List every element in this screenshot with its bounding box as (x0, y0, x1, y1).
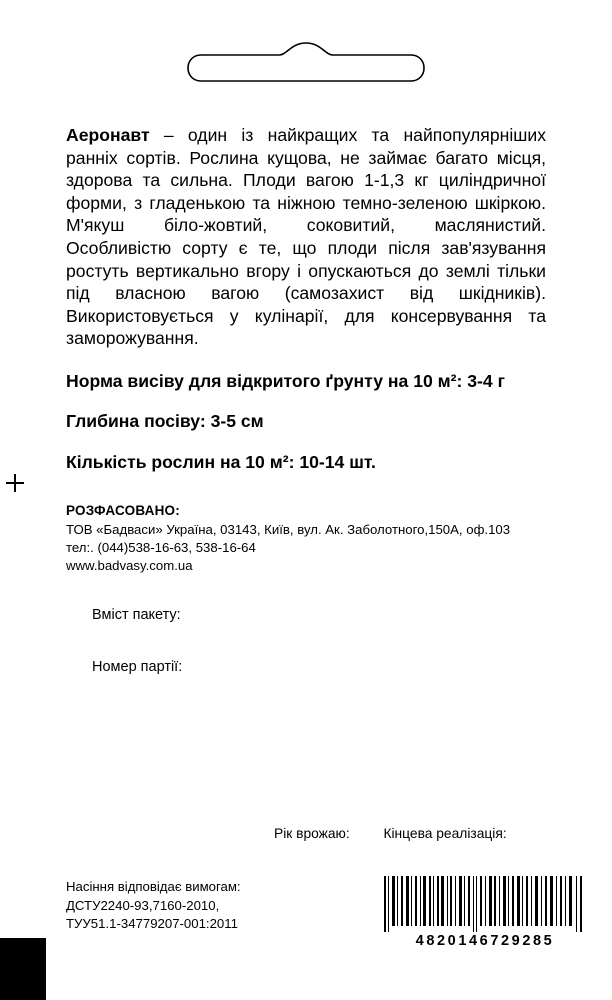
standards-line-2: ДСТУ2240-93,7160-2010, (66, 897, 220, 913)
field-packet-contents: Вміст пакету: (92, 606, 181, 623)
barcode-digits: 4820146729285 (415, 933, 555, 949)
standards-block (66, 878, 241, 934)
field-harvest-year: Рік врожаю: (274, 826, 350, 841)
packet-content (66, 124, 546, 711)
barcode-bars (382, 876, 588, 932)
field-final-sale: Кінцева реалізація: (383, 826, 507, 841)
barcode (382, 876, 588, 949)
spec-sowing-depth: Глибина посіву: 3-5 см (66, 411, 264, 432)
packer-block (66, 503, 546, 574)
hanger-hole-shape (187, 42, 425, 82)
standards-line-3: ТУУ51.1-34779207-001:2011 (66, 916, 238, 932)
standards-line-1: Насіння відповідає вимогам: (66, 879, 241, 894)
fill-in-fields (66, 607, 546, 675)
product-description-text: – один із найкращих та найпопулярніших ранніх сортів. Рослина кущова, не займає багато місця, здорова та сильна. Плоди вагою 1-1,3 кг циліндричної форми, з гладенькою та ніжною темно-зеленою шкіркою. М'якуш біло-жовтий, соковитий, маслянистий. Особливістю сорту є те, що плоди після зав'язування ростуть вертикально вгору і опускаються до землі тільки під власною вагою (самозахист від шкідників). Використовується у кулінарії, для консервування та заморожування. (66, 125, 546, 349)
packer-company: ТОВ «Бадваси» Україна, 03143, Київ, вул. Ак. Заболотного,150А, оф.103 (66, 522, 511, 538)
packer-phone: тел:. (044)538-16-63, 538-16-64 (66, 540, 256, 556)
print-registration-block (0, 938, 46, 1000)
spec-sowing-rate: Норма висіву для відкритого ґрунту на 10 м²: 3-4 г (66, 370, 505, 391)
field-batch-number: Номер партії: (92, 658, 183, 675)
product-description (66, 124, 546, 350)
registration-cross-mark (6, 474, 24, 492)
spec-plant-count: Кількість рослин на 10 м²: 10-14 шт. (66, 451, 376, 472)
packer-title: РОЗФАСОВАНО: (66, 503, 180, 519)
bottom-fill-in-fields (274, 826, 507, 841)
packer-website: www.badvasy.com.ua (66, 558, 193, 574)
product-name: Аеронавт (66, 125, 150, 145)
